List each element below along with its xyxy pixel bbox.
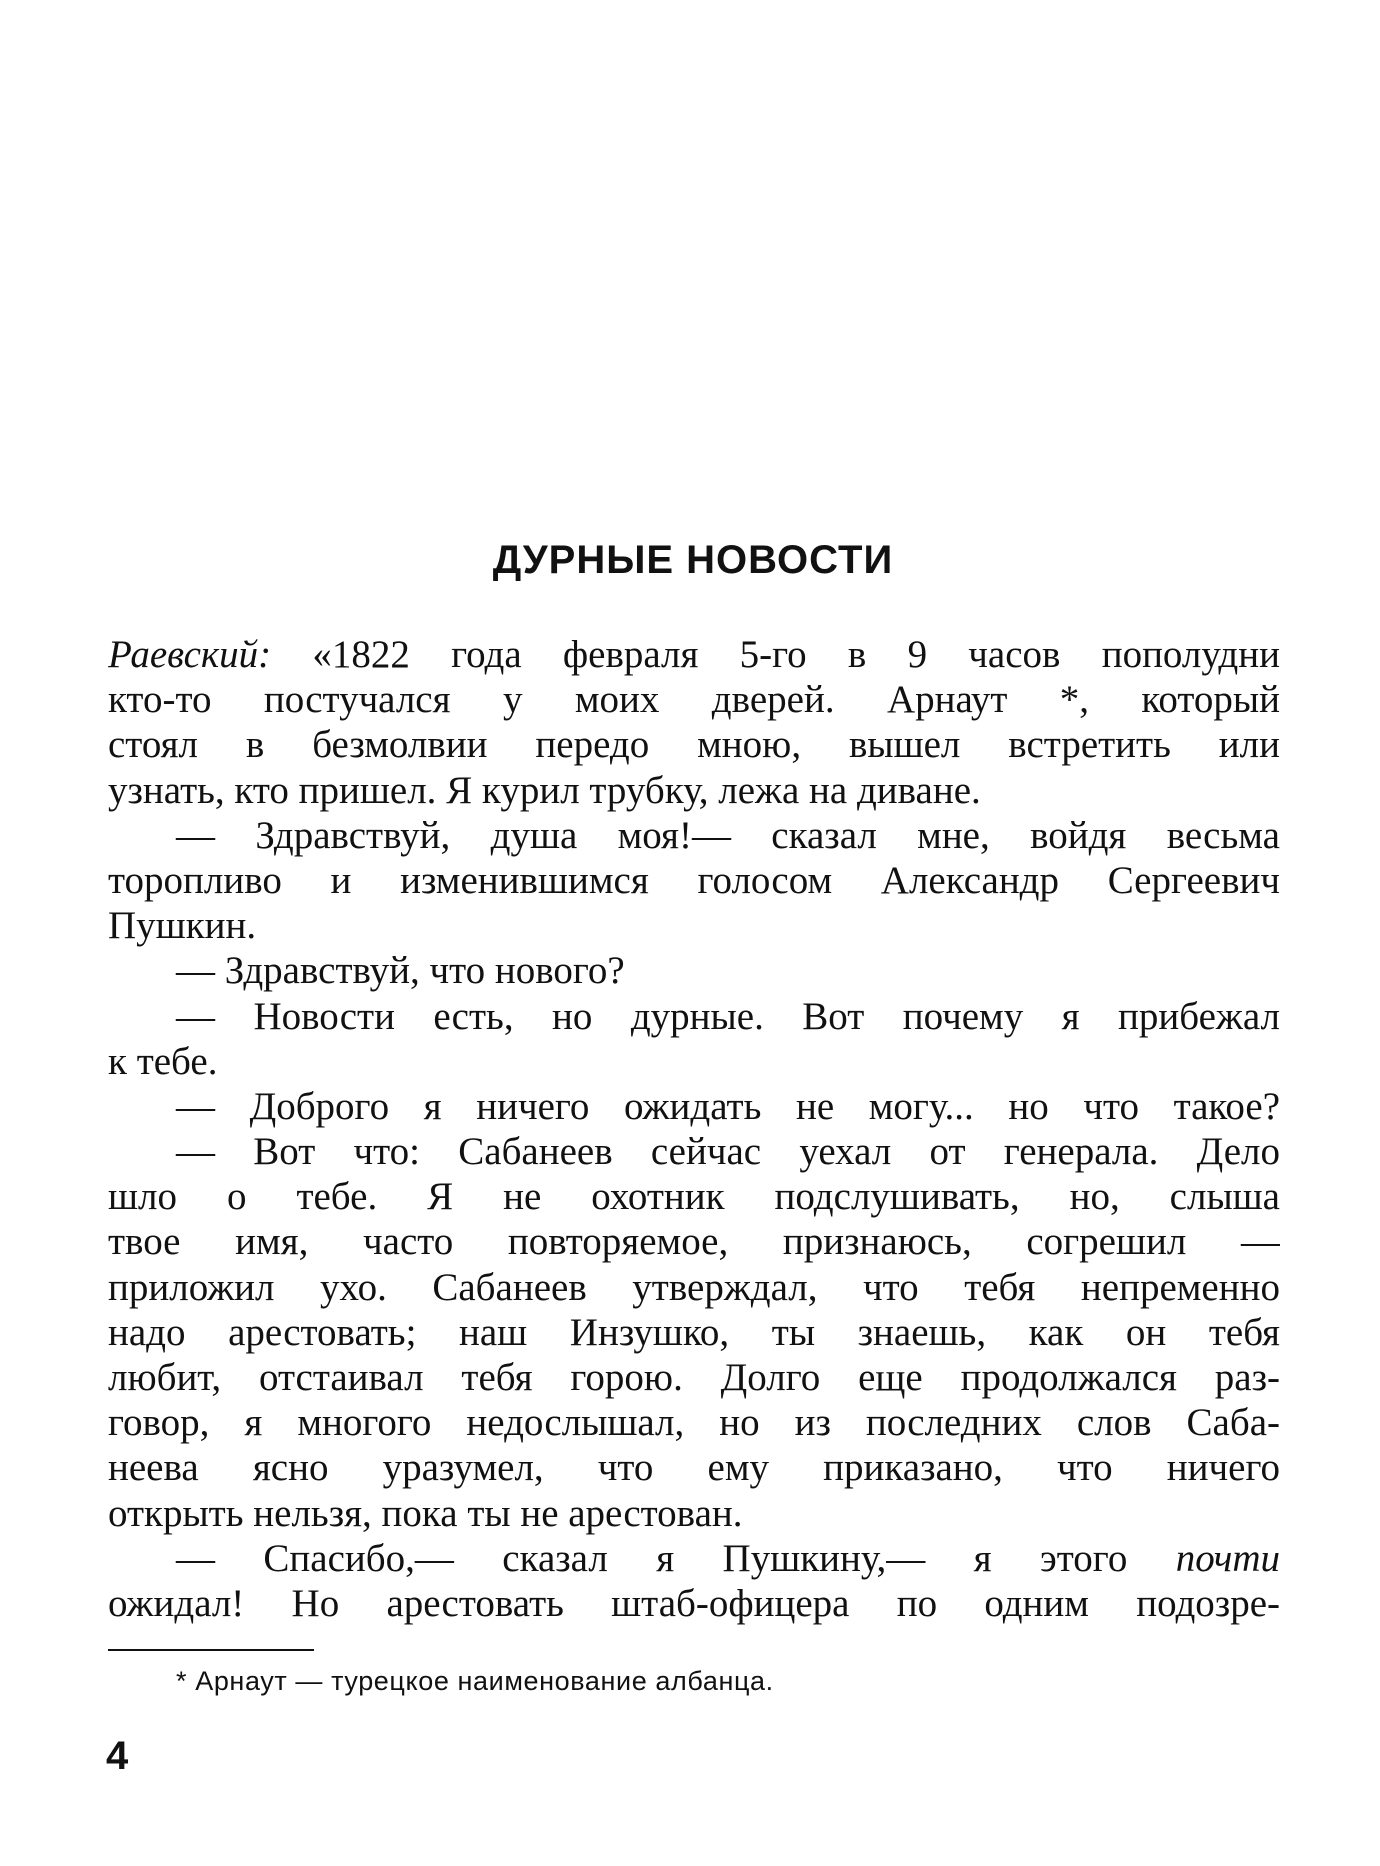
text-line: твое имя, часто повторяемое, признаюсь, согрешил — bbox=[108, 1220, 1280, 1264]
line-text: — Спасибо,— сказал я Пушкину,— я этого bbox=[176, 1536, 1128, 1580]
text-line: надо арестовать; наш Инзушко, ты знаешь, как он тебя bbox=[108, 1310, 1280, 1354]
footnote: * Арнаут — турецкое наименование албанца. bbox=[176, 1666, 774, 1696]
line-text: «1822 года февраля 5-го в 9 часов пополудни bbox=[312, 633, 1280, 676]
text-line: приложил ухо. Сабанеев утверждал, что тебя непременно bbox=[108, 1265, 1280, 1309]
text-line: — Доброго я ничего ожидать не могу... но что такое? bbox=[176, 1084, 1280, 1128]
text-line bbox=[108, 632, 1280, 677]
text-line: — Вот что: Сабанеев сейчас уехал от генерала. Дело bbox=[176, 1130, 1280, 1174]
footnote-separator bbox=[108, 1649, 314, 1651]
text-line: — Новости есть, но дурные. Вот почему я прибежал bbox=[176, 994, 1280, 1038]
text-line: ожидал! Но арестовать штаб-офицера по одним подозре- bbox=[108, 1581, 1280, 1625]
text-line: — Здравствуй, душа моя!— сказал мне, войдя весьма bbox=[176, 813, 1280, 857]
text-line: любит, отстаивал тебя горою. Долго еще продолжался раз- bbox=[108, 1356, 1280, 1399]
text-line: открыть нельзя, пока ты не арестован. bbox=[108, 1491, 743, 1535]
text-line: говор, я многого недослышал, но из последних слов Саба- bbox=[108, 1401, 1280, 1445]
chapter-title: ДУРНЫЕ НОВОСТИ bbox=[492, 538, 894, 582]
text-line: шло о тебе. Я не охотник подслушивать, но, слыша bbox=[108, 1175, 1280, 1219]
text-line: неева ясно уразумел, что ему приказано, что ничего bbox=[108, 1446, 1280, 1490]
text-line: торопливо и изменившимся голосом Александр Сергеевич bbox=[108, 858, 1280, 902]
text-line: — Здравствуй, что нового? bbox=[176, 949, 625, 993]
page-number: 4 bbox=[106, 1734, 129, 1778]
text-line: узнать, кто пришел. Я курил трубку, лежа на диване. bbox=[108, 768, 981, 812]
text-line: Пушкин. bbox=[108, 904, 257, 948]
text-line: к тебе. bbox=[108, 1039, 218, 1083]
text-line bbox=[108, 1536, 1280, 1581]
text-line: кто-то постучался у моих дверей. Арнаут *, который bbox=[108, 678, 1280, 722]
text-line: стоял в безмолвии передо мною, вышел встретить или bbox=[108, 723, 1280, 767]
speaker-name: Раевский: bbox=[108, 633, 272, 676]
chapter-body bbox=[108, 632, 1280, 1626]
emphasized-word: почти bbox=[1175, 1536, 1280, 1580]
